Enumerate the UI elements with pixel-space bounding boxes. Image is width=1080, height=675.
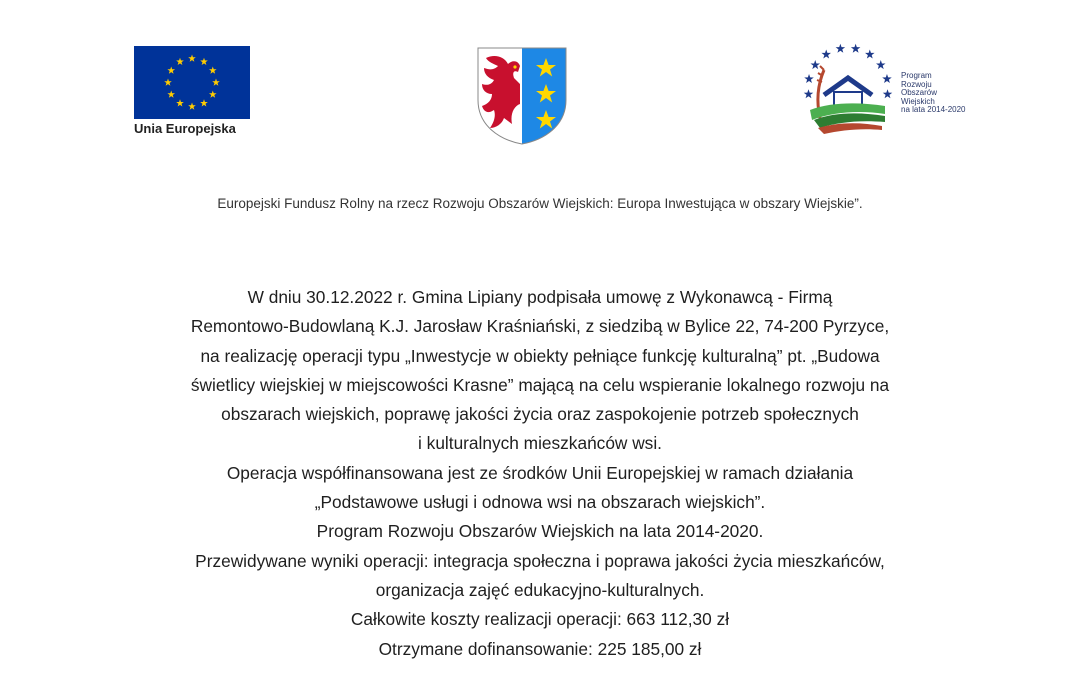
prow-star: [810, 60, 820, 69]
prow-star: [821, 49, 831, 58]
body-line: „Podstawowe usługi i odnowa wsi na obszarach wiejskich”.: [314, 492, 766, 513]
prow-star: [876, 60, 886, 69]
prow-star: [883, 89, 893, 98]
prow-line: Program: [901, 71, 932, 80]
prow-star: [851, 44, 861, 53]
prow-star: [882, 74, 892, 83]
eu-logo: [134, 46, 250, 140]
prow-line: Obszarów: [901, 88, 938, 97]
prow-star: [865, 49, 875, 58]
fund-line: Europejski Fundusz Rolny na rzecz Rozwoju Obszarów Wiejskich: Europa Inwestująca w obszary Wiejskie”.: [217, 196, 863, 211]
prow-line: na lata 2014-2020: [901, 105, 966, 114]
body-line: Całkowite koszty realizacji operacji: 663 112,30 zł: [350, 609, 730, 630]
prow-logo-icon: [790, 40, 900, 135]
body-line: i kulturalnych mieszkańców wsi.: [418, 433, 662, 454]
coat-of-arms-icon: [474, 44, 570, 146]
eu-flag-icon: [134, 46, 250, 119]
body-line: Otrzymane dofinansowanie: 225 185,00 zł: [378, 638, 702, 659]
prow-text: [901, 72, 966, 115]
prow-star: [804, 74, 814, 83]
body-line: Program Rozwoju Obszarów Wiejskich na lata 2014-2020.: [316, 521, 764, 542]
prow-line: Rozwoju: [901, 79, 932, 89]
body-line: Operacja współfinansowana jest ze środków Unii Europejskiej w ramach działania: [226, 462, 854, 483]
body-line: Przewidywane wyniki operacji: integracja społeczna i poprawa jakości życia mieszkańców,: [195, 550, 885, 571]
prow-star: [836, 44, 846, 53]
body-line: Remontowo-Budowlaną K.J. Jarosław Kraśniański, z siedzibą w Bylice 22, 74-200 Pyrzyce,: [190, 316, 890, 337]
body-line: świetlicy wiejskiej w miejscowości Krasne” mającą na celu wspieranie lokalnego rozwoju na: [190, 374, 890, 395]
body-line: organizacja zajęć edukacyjno-kulturalnych.: [375, 579, 705, 600]
body-line: W dniu 30.12.2022 r. Gmina Lipiany podpisała umowę z Wykonawcą - Firmą: [247, 287, 833, 307]
eu-caption: Unia Europejska: [134, 121, 236, 136]
prow-line: Wiejskich: [901, 96, 935, 106]
prow-logo: [790, 40, 966, 135]
body-line: obszarach wiejskich, poprawę jakości życia oraz zaspokojenie potrzeb społecznych: [221, 404, 859, 425]
announcement-body: [0, 283, 1080, 664]
body-line: na realizację operacji typu „Inwestycje w obiekty pełniące funkcję kulturalną” pt. „Budowa: [200, 345, 880, 366]
prow-star: [804, 89, 814, 98]
coat-of-arms-logo: [474, 44, 570, 146]
